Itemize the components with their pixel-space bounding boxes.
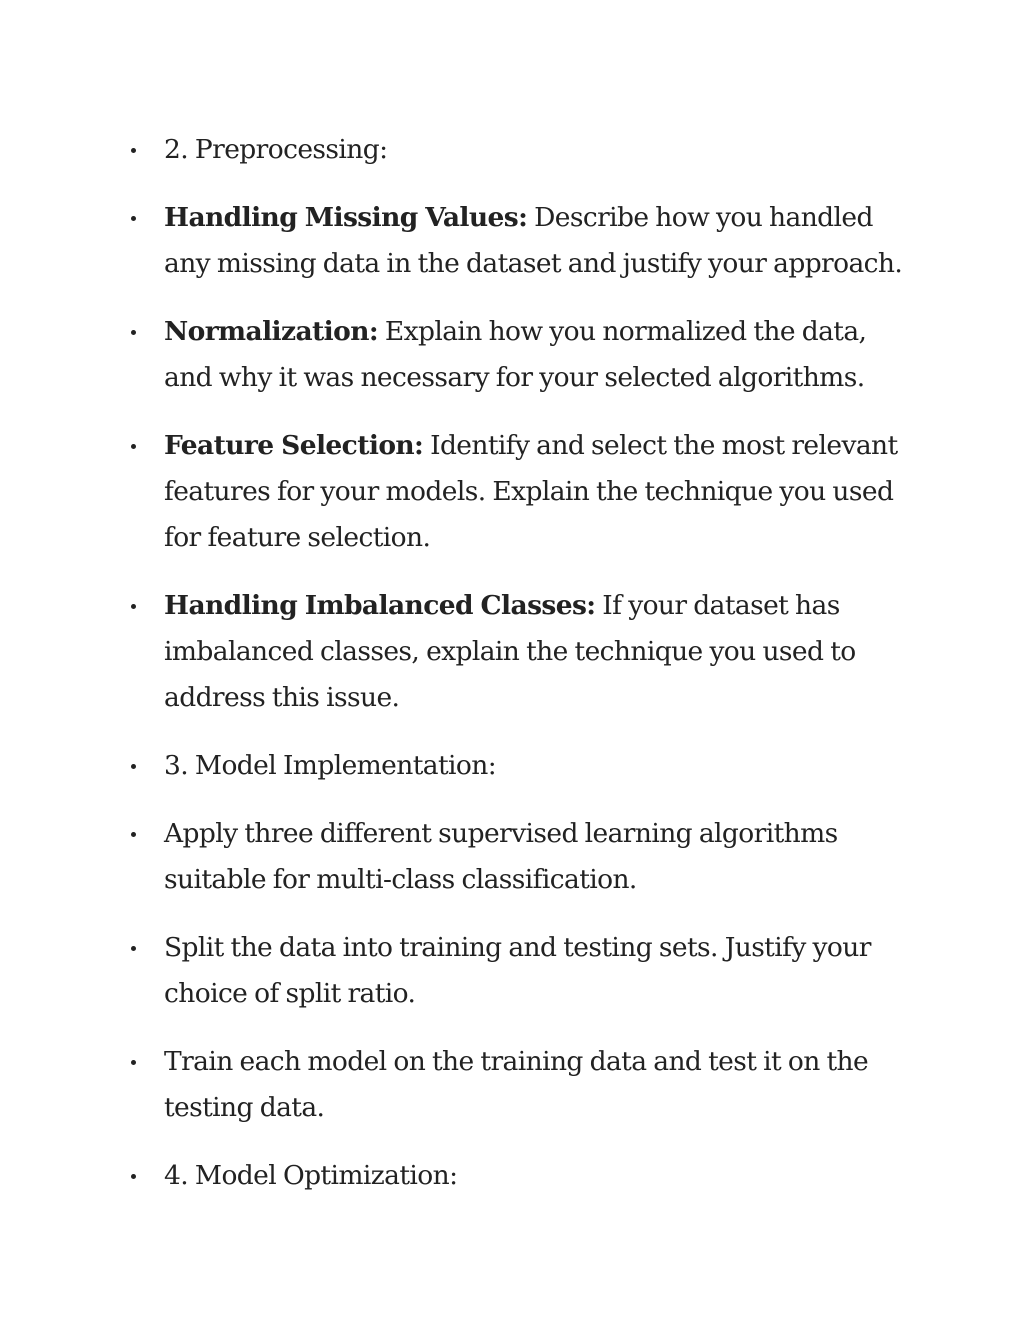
item-term: Handling Missing Values: [164, 202, 528, 233]
bullet-icon [131, 946, 136, 951]
item-text: 4. Model Optimization: [164, 1160, 458, 1191]
item-term: Feature Selection: [164, 430, 424, 461]
list-item [0, 309, 1024, 401]
list-item [0, 743, 1024, 789]
list-item [0, 811, 1024, 903]
bullet-icon [131, 148, 136, 153]
bullet-icon [131, 330, 136, 335]
list-item [0, 1153, 1024, 1199]
item-text: 3. Model Implementation: [164, 750, 497, 781]
bullet-icon [131, 1060, 136, 1065]
item-text: Identify and select the most relevant features for your models. Explain the technique you used for feature selection. [164, 430, 898, 553]
item-term: Normalization: [164, 316, 379, 347]
list-item [0, 195, 1024, 287]
list-item [0, 583, 1024, 721]
list-item [0, 1039, 1024, 1131]
list-item [0, 127, 1024, 173]
item-term: Handling Imbalanced Classes: [164, 590, 596, 621]
bullet-icon [131, 832, 136, 837]
bullet-icon [131, 1174, 136, 1179]
list-item [0, 423, 1024, 561]
bullet-icon [131, 604, 136, 609]
bullet-icon [131, 216, 136, 221]
item-text: Describe how you handled any missing data in the dataset and justify your approach. [164, 202, 903, 279]
item-text: Train each model on the training data and test it on the testing data. [164, 1046, 869, 1123]
item-text: Apply three different supervised learning algorithms suitable for multi-class classification. [164, 818, 838, 895]
bullet-list [0, 127, 1024, 1221]
item-text: Split the data into training and testing sets. Justify your choice of split ratio. [164, 932, 871, 1009]
item-text: If your dataset has imbalanced classes, explain the technique you used to address this issue. [164, 590, 856, 713]
bullet-icon [131, 444, 136, 449]
bullet-icon [131, 764, 136, 769]
item-text: Explain how you normalized the data, and why it was necessary for your selected algorithms. [164, 316, 867, 393]
item-text: 2. Preprocessing: [164, 134, 388, 165]
list-item [0, 925, 1024, 1017]
